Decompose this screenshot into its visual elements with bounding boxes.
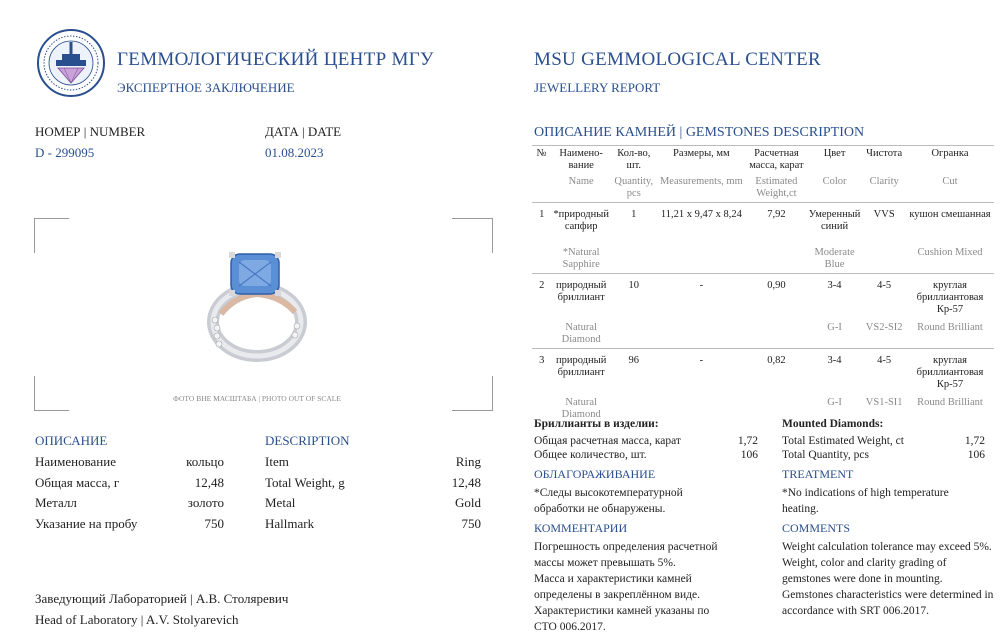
comments-ru-body <box>534 539 734 635</box>
ring-icon <box>195 240 315 370</box>
row-color-en: Moderate Blue <box>814 247 855 270</box>
row-cut-en: Cushion Mixed <box>917 247 983 258</box>
comments-ru-heading: КОММЕНТАРИИ <box>534 521 628 535</box>
mounted-ru-weight-label: Общая расчетная масса, карат <box>534 435 681 447</box>
mounted-en-qty-label: Total Quantity, pcs <box>782 449 869 461</box>
col-en-color: Color <box>822 176 847 187</box>
ring-photo <box>195 240 315 370</box>
treatment-ru-text: *Следы высокотемпературной обработки не обнаружены. <box>534 487 683 515</box>
en-label-weight: Total Weight, g <box>265 475 345 490</box>
row-size: - <box>699 355 704 366</box>
col-ru-qty: Кол-во, шт. <box>617 148 651 171</box>
row-name-en: Natural Diamond <box>561 322 601 345</box>
row-size: 11,21 x 9,47 x 8,24 <box>660 209 742 220</box>
table-row <box>532 203 994 236</box>
mounted-ru-qty-value: 106 <box>740 449 758 461</box>
ru-label-item: Наименование <box>35 454 116 469</box>
row-cut-en: Round Brilliant <box>917 322 983 333</box>
ru-value-hallmark: 750 <box>204 516 224 531</box>
en-value-item: Ring <box>455 454 481 469</box>
col-ru-color: Цвет <box>823 148 846 159</box>
row-color-en: G-I <box>827 322 842 333</box>
emblem-icon <box>36 28 106 98</box>
mounted-en-qty-value: 106 <box>967 449 985 461</box>
row-size: - <box>699 280 704 291</box>
row-clarity-ru: 4-5 <box>877 280 892 291</box>
row-cut-ru: кушон смешанная <box>909 209 991 220</box>
row-clarity-en: VS2-SI2 <box>865 322 903 333</box>
treatment-en-text: *No indications of high temperature heating. <box>782 487 949 515</box>
ru-value-weight: 12,48 <box>194 475 224 490</box>
row-weight: 7,92 <box>767 209 786 220</box>
ru-label-hallmark: Указание на пробу <box>35 516 138 531</box>
photo-caption: ФОТО ВНЕ МАСШТАБА | PHOTO OUT OF SCALE <box>173 394 341 403</box>
comments-en-body <box>782 539 995 619</box>
table-row <box>532 274 994 319</box>
number-label: НОМЕР | NUMBER <box>35 124 146 139</box>
en-subtitle: JEWELLERY REPORT <box>534 80 661 95</box>
number-value: D - 299095 <box>35 145 95 160</box>
comment-en-line: Gemstones characteristics were determined in accordance with SRT 006.2017. <box>782 589 994 617</box>
en-label-metal: Metal <box>265 495 296 510</box>
table-row-en <box>532 318 994 349</box>
col-en-clarity: Clarity <box>869 176 899 187</box>
row-no: 1 <box>539 209 545 220</box>
ru-label-metal: Металл <box>35 495 77 510</box>
row-color-ru: Умеренный синий <box>808 209 861 232</box>
treatment-en-heading: TREATMENT <box>782 467 854 481</box>
table-header-en <box>532 174 994 203</box>
en-value-hallmark: 750 <box>461 516 481 531</box>
date-label: ДАТА | DATE <box>265 124 342 139</box>
en-description-heading: DESCRIPTION <box>265 433 350 448</box>
col-ru-size: Размеры, мм <box>673 148 730 159</box>
ru-subtitle: ЭКСПЕРТНОЕ ЗАКЛЮЧЕНИЕ <box>117 80 295 95</box>
row-no: 2 <box>539 280 545 291</box>
col-ru-weight: Расчетная масса, карат <box>749 148 804 171</box>
col-en-size: Measurements, mm <box>659 176 743 187</box>
row-clarity-en: VS1-SI1 <box>865 397 903 408</box>
gemstones-heading: ОПИСАНИЕ КАМНЕЙ | GEMSTONES DESCRIPTION <box>534 125 865 140</box>
table-row-en <box>532 235 994 274</box>
comment-en-line: Weight calculation tolerance may exceed 5%. <box>782 541 992 553</box>
comment-ru-line: Масса и характеристики камней определены в закреплённом виде. <box>534 573 700 601</box>
row-qty: 96 <box>628 355 640 366</box>
mounted-ru-qty-label: Общее количество, шт. <box>534 449 647 461</box>
date-value: 01.08.2023 <box>265 145 324 160</box>
col-ru-name: Наимено-вание <box>559 148 603 171</box>
msu-emblem <box>36 28 106 98</box>
comment-ru-line: Погрешность определения расчетной массы может превышать 5%. <box>534 541 718 569</box>
col-en-name: Name <box>568 176 594 187</box>
row-name-ru: природный бриллиант <box>556 280 607 303</box>
ru-description-heading: ОПИСАНИЕ <box>35 433 108 448</box>
table-row <box>532 349 994 394</box>
row-weight: 0,82 <box>767 355 786 366</box>
mounted-ru-weight-value: 1,72 <box>737 435 758 447</box>
en-label-item: Item <box>265 454 289 469</box>
mounted-en-weight-label: Total Estimated Weight, ct <box>782 435 904 447</box>
mounted-en-weight-value: 1,72 <box>964 435 985 447</box>
col-ru-cut: Огранка <box>931 148 969 159</box>
row-qty: 10 <box>628 280 640 291</box>
table-header-ru <box>532 146 994 175</box>
signature-en: Head of Laboratory | A.V. Stolyarevich <box>35 612 239 627</box>
ru-value-metal: золото <box>187 495 224 510</box>
row-cut-en: Round Brilliant <box>917 397 983 408</box>
col-ru-no: № <box>536 148 547 159</box>
mounted-ru-heading: Бриллианты в изделии: <box>534 418 659 430</box>
ru-title: ГЕММОЛОГИЧЕСКИЙ ЦЕНТР МГУ <box>117 49 434 70</box>
row-name-ru: природный бриллиант <box>556 355 607 378</box>
row-name-ru: *природный сапфир <box>553 209 609 232</box>
row-cut-ru: круглая бриллиантовая Кр-57 <box>916 280 984 315</box>
row-name-en: *Natural Sapphire <box>562 247 600 270</box>
row-color-ru: 3-4 <box>827 280 842 291</box>
en-value-weight: 12,48 <box>451 475 481 490</box>
ru-label-weight: Общая масса, г <box>35 475 120 490</box>
row-clarity-ru: VVS <box>873 209 895 220</box>
row-cut-ru: круглая бриллиантовая Кр-57 <box>916 355 984 390</box>
signature-ru: Заведующий Лабораторией | А.В. Столяревич <box>35 591 289 606</box>
en-label-hallmark: Hallmark <box>265 516 315 531</box>
en-value-metal: Gold <box>455 495 481 510</box>
row-color-ru: 3-4 <box>827 355 842 366</box>
row-clarity-en <box>862 235 906 274</box>
col-ru-clarity: Чистота <box>866 148 903 159</box>
col-en-qty: Quantity, pcs <box>614 176 654 199</box>
gemstones-table <box>532 145 994 423</box>
ru-value-item: кольцо <box>186 454 224 469</box>
row-name-en: Natural Diamond <box>561 397 601 420</box>
mounted-en-heading: Mounted Diamonds: <box>782 418 884 430</box>
comments-en-heading: COMMENTS <box>782 521 851 535</box>
row-no: 3 <box>539 355 545 366</box>
row-clarity-ru: 4-5 <box>877 355 892 366</box>
row-weight: 0,90 <box>767 280 786 291</box>
col-en-weight: Estimated Weight,ct <box>755 176 798 199</box>
col-en-cut: Cut <box>942 176 958 187</box>
col-en-no <box>532 174 551 203</box>
treatment-ru-heading: ОБЛАГОРАЖИВАНИЕ <box>534 467 656 481</box>
comment-en-line: Weight, color and clarity grading of gemstones were done in mounting. <box>782 557 947 585</box>
comment-ru-line: Характеристики камней указаны по СТО 006.2017. <box>534 605 710 633</box>
row-qty: 1 <box>631 209 637 220</box>
en-title: MSU GEMMOLOGICAL CENTER <box>534 49 821 70</box>
row-color-en: G-I <box>827 397 842 408</box>
